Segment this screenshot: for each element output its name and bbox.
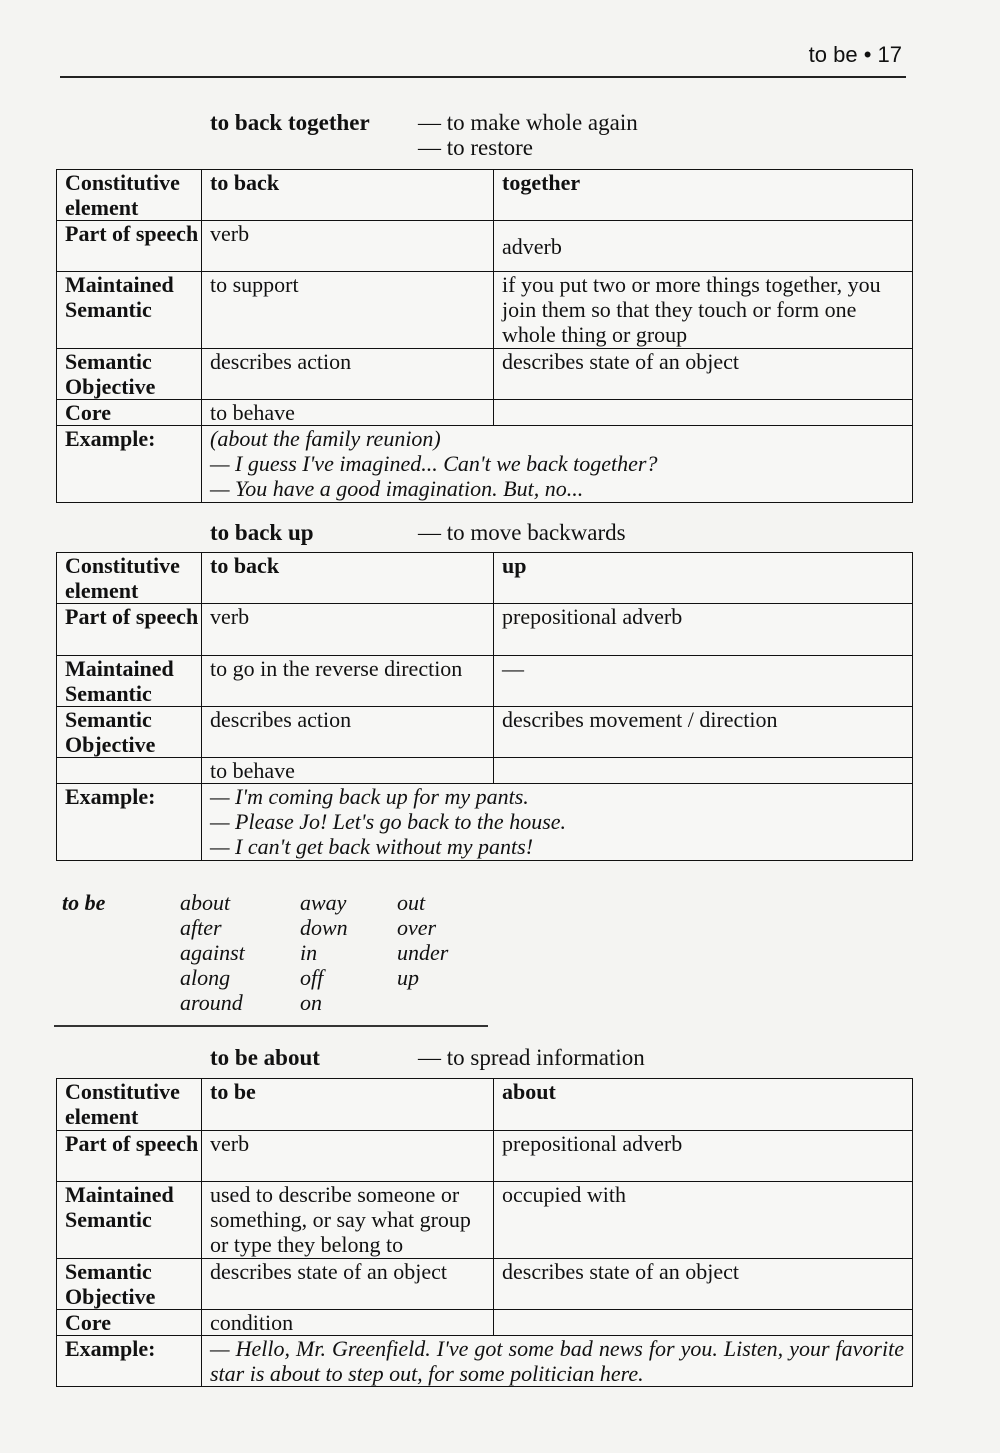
particle: off [300,965,324,990]
row-label: Core [57,1310,202,1336]
cell: together [494,170,913,221]
table-row [57,272,913,349]
particle: about [180,890,231,915]
table-row [57,784,913,861]
table-row [57,170,913,221]
row-label: Core [57,400,202,426]
entry-definition: — to restore [418,135,533,160]
row-label: Maintained Semantic [57,272,202,349]
table-row [57,1131,913,1182]
cell: to back [202,553,494,604]
row-label: Part of speech [57,221,202,272]
particle-verb: to be [62,890,106,915]
example-line: — You have a good imagination. But, no... [210,476,584,501]
table-row [57,1079,913,1131]
table-row [57,553,913,604]
row-label: Example: [57,784,202,861]
row-label: Semantic Objective [57,349,202,400]
example-line: — I can't get back without my pants! [210,834,534,859]
running-head: to be • 17 [808,42,902,67]
particle-list [62,890,492,1020]
table-row [57,604,913,656]
particle: along [180,965,231,990]
entry-title [210,110,810,162]
cell: — [494,656,913,707]
row-label: Constitutive element [57,553,202,604]
row-label: Semantic Objective [57,707,202,758]
table-row [57,349,913,400]
particle: around [180,990,243,1015]
phrasal-verb-table [56,1078,913,1387]
row-label: Example: [57,426,202,503]
entry-term: to be about [210,1045,320,1070]
particle: out [397,890,426,915]
cell: verb [202,604,494,656]
cell: condition [202,1310,494,1336]
phrasal-verb-table [56,552,913,861]
particle: down [300,915,348,940]
cell: occupied with [494,1182,913,1259]
cell: adverb [494,221,913,272]
table-row [57,400,913,426]
cell: about [494,1079,913,1131]
particle: on [300,990,322,1015]
page-header [60,40,906,78]
cell: verb [202,1131,494,1182]
cell: describes state of an object [494,349,913,400]
row-label [57,758,202,784]
cell [494,758,913,784]
cell: verb [202,221,494,272]
cell: describes state of an object [202,1259,494,1310]
example-line: — Please Jo! Let's go back to the house. [210,809,567,834]
phrasal-verb-table [56,169,913,503]
entry-term: to back together [210,110,370,135]
particle: against [180,940,245,965]
particle-column [300,890,348,1015]
cell: to go in the reverse direction [202,656,494,707]
cell: describes action [202,349,494,400]
table-row [57,1310,913,1336]
table-row [57,1182,913,1259]
particle: over [397,915,437,940]
row-label: Part of speech [57,604,202,656]
row-label: Maintained Semantic [57,1182,202,1259]
cell: describes state of an object [494,1259,913,1310]
entry-definition: — to make whole again [418,110,638,135]
particle-column [180,890,245,1015]
particle: in [300,940,318,965]
particle: up [397,965,419,990]
cell: to be [202,1079,494,1131]
example-cell [202,426,913,503]
table-row [57,656,913,707]
table-row [57,221,913,272]
particle-column [397,890,448,990]
cell: to behave [202,400,494,426]
row-label: Part of speech [57,1131,202,1182]
cell: up [494,553,913,604]
cell: describes movement / direction [494,707,913,758]
entry-definitions [418,110,638,160]
entry-title [210,520,810,547]
example-line: (about the family reunion) [210,426,441,451]
entry-definition: — to spread information [418,1045,645,1070]
cell: prepositional adverb [494,1131,913,1182]
cell: if you put two or more things together, you join them so that they touch or form one whole thing or group [494,272,913,349]
cell: used to describe someone or something, or say what group or type they belong to [202,1182,494,1259]
cell: to support [202,272,494,349]
entry-title [210,1045,810,1072]
entry-definitions [418,1045,645,1070]
table-row [57,1336,913,1387]
divider [54,1025,488,1027]
row-label: Semantic Objective [57,1259,202,1310]
table-row [57,426,913,503]
row-label: Maintained Semantic [57,656,202,707]
table-row [57,758,913,784]
row-label: Example: [57,1336,202,1387]
example-cell [202,1336,913,1387]
example-cell [202,784,913,861]
row-label: Constitutive element [57,170,202,221]
entry-term: to back up [210,520,314,545]
cell [494,1310,913,1336]
particle: away [300,890,347,915]
cell: describes action [202,707,494,758]
table-row [57,1259,913,1310]
entry-definitions [418,520,626,545]
table-row [57,707,913,758]
example-line: — Hello, Mr. Greenfield. I've got some bad news for you. Listen, your favorite star is about to step out, for some politician here. [210,1336,904,1386]
row-label: Constitutive element [57,1079,202,1131]
particle: under [397,940,449,965]
entry-definition: — to move backwards [418,520,626,545]
particle: after [180,915,222,940]
cell: prepositional adverb [494,604,913,656]
example-line: — I guess I've imagined... Can't we back together? [210,451,658,476]
cell [494,400,913,426]
cell: to behave [202,758,494,784]
example-line: — I'm coming back up for my pants. [210,784,529,809]
cell: to back [202,170,494,221]
